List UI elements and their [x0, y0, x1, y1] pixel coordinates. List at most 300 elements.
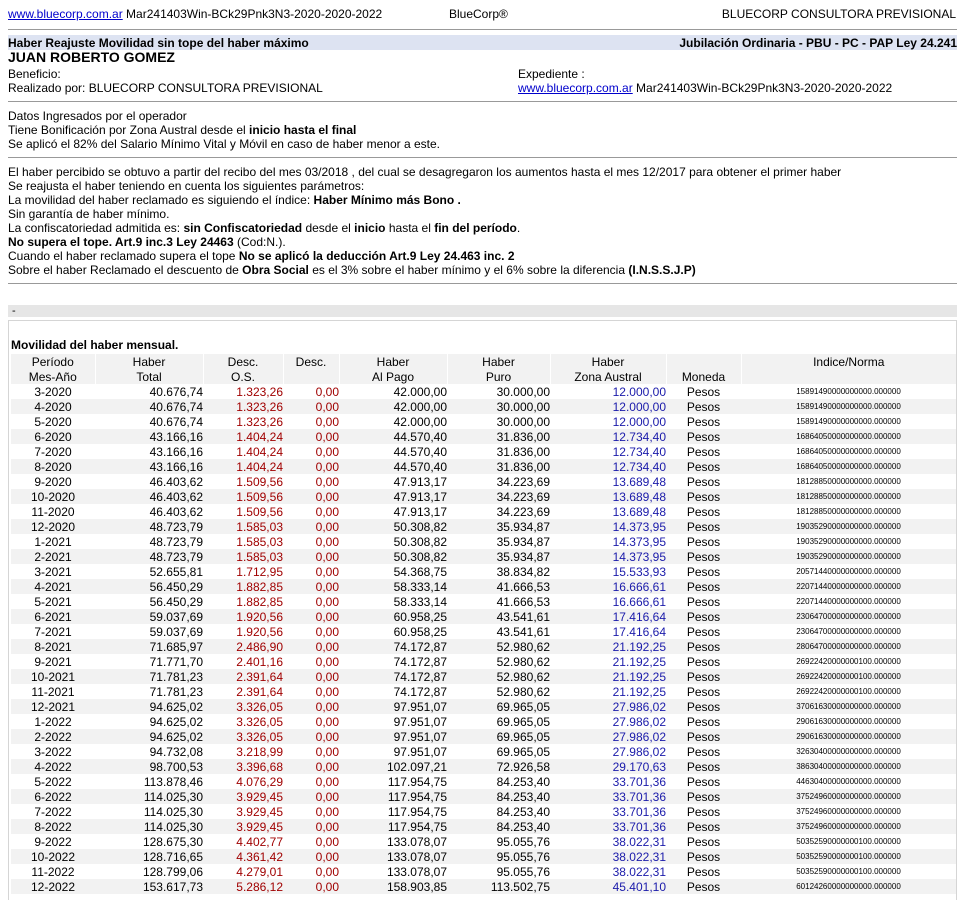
col-haber-total-cell: 46.403,62	[95, 489, 203, 504]
col-moneda-cell: Pesos	[666, 789, 741, 804]
col-desc-cell: 0,00	[315, 804, 339, 819]
col-haber-pago-cell: 133.078,07	[386, 834, 447, 849]
col-periodo-cell: 9-2021	[34, 654, 72, 669]
col-haber-puro-cell: 113.502,75	[447, 879, 550, 894]
col-desc-os-cell: 4.402,77	[236, 834, 283, 849]
params-line: Cuando el haber reclamado supera el tope No se aplicó la deducción Art.9 Ley 24.463 inc. 2	[8, 249, 515, 263]
col-indice-cell: 26922420000000100.000000	[741, 669, 956, 684]
col-zona-austral-cell: 33.701,36	[612, 774, 666, 789]
col-periodo-cell: 5-2020	[34, 414, 72, 429]
col-desc-cell: 0,00	[283, 489, 339, 504]
col-haber-total-cell: 40.676,74	[149, 384, 203, 399]
col-haber-total-cell: 43.166,16	[95, 459, 203, 474]
col-haber-pago-cell: 74.172,87	[339, 639, 447, 654]
table-row	[11, 654, 956, 669]
col-desc-cell: 0,00	[283, 819, 339, 834]
col-desc-os-cell: 1.712,95	[236, 564, 283, 579]
col-periodo-cell: 4-2021	[11, 579, 95, 594]
col-desc-os-cell: 2.391,64	[203, 669, 283, 684]
col-desc-cell: 0,00	[315, 744, 339, 759]
col-moneda-cell: Pesos	[686, 744, 721, 759]
params-line: Sobre el haber Reclamado el descuento de Obra Social es el 3% sobre el haber mínimo y el 6% sobre la diferencia (I.N.S.S.J.P)	[8, 263, 696, 277]
table-row	[11, 684, 956, 699]
col-desc-cell: 0,00	[315, 684, 339, 699]
col-haber-puro-cell: 31.836,00	[447, 429, 550, 444]
col-haber-pago-cell: 97.951,07	[393, 744, 447, 759]
col-indice-cell: 28064700000000000.000000	[741, 639, 956, 654]
col-periodo-cell: 10-2021	[11, 669, 95, 684]
col-haber-puro-cell: 43.541,61	[496, 624, 550, 639]
col-desc-os-cell: 3.218,99	[236, 744, 283, 759]
col-zona-austral-cell: 12.000,00	[612, 384, 666, 399]
col-periodo-cell: 9-2020	[34, 474, 72, 489]
col-periodo-header: Período	[11, 354, 95, 369]
table-row	[11, 459, 956, 474]
col-haber-puro-cell: 41.666,53	[496, 594, 550, 609]
col-periodo-cell: 3-2021	[34, 564, 72, 579]
company-name: BLUECORP CONSULTORA PREVISIONAL	[721, 7, 956, 21]
col-indice-cell: 16864050000000000.000000	[796, 446, 901, 456]
table-row	[11, 849, 956, 864]
col-zona-austral-header: Haber	[550, 354, 666, 369]
col-desc-header	[283, 369, 339, 384]
col-haber-pago-cell: 42.000,00	[393, 384, 447, 399]
section-title: Movilidad del haber mensual.	[11, 338, 179, 352]
col-indice-cell: 15891490000000000.000000	[796, 416, 901, 426]
col-moneda-cell: Pesos	[666, 639, 741, 654]
expediente-link[interactable]: www.bluecorp.com.ar	[518, 81, 633, 95]
col-haber-total-cell: 48.723,79	[95, 549, 203, 564]
col-haber-puro-cell: 95.055,76	[496, 834, 550, 849]
col-moneda-cell: Pesos	[686, 684, 721, 699]
col-haber-puro-cell: 31.836,00	[496, 444, 550, 459]
col-haber-puro-cell: 69.965,05	[496, 744, 550, 759]
col-desc-cell: 0,00	[315, 654, 339, 669]
col-periodo-cell: 11-2020	[31, 504, 75, 519]
col-moneda-cell: Pesos	[686, 474, 721, 489]
col-haber-pago-cell: 133.078,07	[386, 864, 447, 879]
col-periodo-cell: 8-2021	[11, 639, 95, 654]
col-indice-cell: 23064700000000000.000000	[741, 609, 956, 624]
col-moneda-cell: Pesos	[666, 429, 741, 444]
col-haber-puro-cell: 38.834,82	[496, 564, 550, 579]
col-moneda-cell: Pesos	[666, 459, 741, 474]
col-periodo-cell: 11-2022	[31, 864, 75, 879]
table-header-row	[11, 354, 956, 369]
col-moneda-cell: Pesos	[666, 399, 741, 414]
col-desc-os-cell: 4.361,42	[203, 849, 283, 864]
datos-line: Datos Ingresados por el operador	[8, 109, 187, 123]
col-desc-cell: 0,00	[283, 759, 339, 774]
col-haber-total-cell: 43.166,16	[149, 444, 203, 459]
col-haber-pago-header: Al Pago	[339, 369, 447, 384]
col-periodo-cell: 4-2022	[11, 759, 95, 774]
col-indice-cell: 37524960000000000.000000	[741, 819, 956, 834]
table-row	[11, 819, 956, 834]
col-zona-austral-cell: 12.734,40	[612, 444, 666, 459]
col-haber-puro-cell: 52.980,62	[447, 639, 550, 654]
col-periodo-cell: 12-2020	[11, 519, 95, 534]
col-desc-cell: 0,00	[283, 579, 339, 594]
table-row	[11, 489, 956, 504]
col-moneda-cell: Pesos	[686, 774, 721, 789]
col-haber-total-cell: 98.700,53	[95, 759, 203, 774]
col-haber-total-cell: 128.799,06	[142, 864, 203, 879]
col-zona-austral-cell: 33.701,36	[612, 804, 666, 819]
col-zona-austral-cell: 27.986,02	[612, 714, 666, 729]
col-zona-austral-cell: 27.986,02	[612, 744, 666, 759]
col-zona-austral-cell: 13.689,48	[612, 474, 666, 489]
col-haber-puro-header: Haber	[447, 354, 550, 369]
col-haber-pago-cell: 50.308,82	[339, 519, 447, 534]
col-desc-cell: 0,00	[283, 399, 339, 414]
divider	[8, 29, 957, 30]
col-haber-total-cell: 71.771,70	[149, 654, 203, 669]
col-periodo-cell: 10-2022	[11, 849, 95, 864]
col-indice-cell: 20571440000000000.000000	[796, 566, 901, 576]
col-desc-os-cell: 1.882,85	[236, 594, 283, 609]
table-row	[11, 759, 956, 774]
col-desc-cell: 0,00	[315, 474, 339, 489]
col-haber-total-cell: 56.450,29	[95, 579, 203, 594]
divider	[8, 101, 957, 102]
col-moneda-cell: Pesos	[666, 669, 741, 684]
col-haber-pago-cell: 44.570,40	[339, 429, 447, 444]
col-haber-puro-cell: 30.000,00	[496, 414, 550, 429]
col-haber-total-cell: 71.685,97	[95, 639, 203, 654]
col-desc-os-cell: 4.076,29	[236, 774, 283, 789]
col-desc-os-cell: 1.509,56	[236, 504, 283, 519]
col-haber-total-cell: 43.166,16	[95, 429, 203, 444]
params-line: Sin garantía de haber mínimo.	[8, 207, 170, 221]
col-moneda-cell: Pesos	[686, 564, 721, 579]
col-haber-puro-cell: 69.965,05	[447, 699, 550, 714]
col-desc-cell: 0,00	[283, 519, 339, 534]
col-haber-puro-cell: 34.223,69	[496, 504, 550, 519]
col-desc-os-cell: 1.585,03	[236, 534, 283, 549]
table-row	[11, 579, 956, 594]
col-desc-cell: 0,00	[315, 444, 339, 459]
table-row	[11, 384, 956, 399]
col-indice-cell: 18128850000000000.000000	[796, 476, 901, 486]
col-indice-cell: 19035290000000000.000000	[741, 549, 956, 564]
col-desc-cell: 0,00	[283, 639, 339, 654]
table-row	[11, 564, 956, 579]
col-desc-os-cell: 3.326,05	[203, 699, 283, 714]
table-row	[11, 879, 956, 894]
table-row	[11, 609, 956, 624]
col-periodo-cell: 3-2020	[34, 384, 72, 399]
col-haber-total-cell: 94.625,02	[95, 699, 203, 714]
col-haber-pago-cell: 44.570,40	[393, 444, 447, 459]
table-row	[11, 804, 956, 819]
col-haber-puro-cell: 52.980,62	[496, 684, 550, 699]
col-periodo-cell: 3-2022	[34, 744, 72, 759]
table-row	[11, 744, 956, 759]
col-periodo-cell: 5-2021	[34, 594, 72, 609]
col-zona-austral-cell: 17.416,64	[550, 609, 666, 624]
col-haber-puro-cell: 52.980,62	[496, 654, 550, 669]
col-zona-austral-header: Zona Austral	[550, 369, 666, 384]
col-haber-pago-cell: 58.333,14	[393, 594, 447, 609]
col-haber-pago-cell: 97.951,07	[393, 714, 447, 729]
col-haber-total-cell: 71.781,23	[149, 684, 203, 699]
col-moneda-cell: Pesos	[666, 759, 741, 774]
datos-line: Se aplicó el 82% del Salario Mínimo Vital y Móvil en caso de haber menor a este.	[8, 137, 441, 151]
col-moneda-cell: Pesos	[686, 504, 721, 519]
col-periodo-cell: 8-2022	[11, 819, 95, 834]
divider	[8, 157, 957, 158]
col-haber-puro-cell: 34.223,69	[447, 489, 550, 504]
col-desc-os-cell: 1.920,56	[236, 624, 283, 639]
col-haber-total-cell: 46.403,62	[149, 504, 203, 519]
col-indice-cell: 18128850000000000.000000	[796, 506, 901, 516]
col-periodo-cell: 5-2022	[34, 774, 72, 789]
col-periodo-cell: 6-2021	[11, 609, 95, 624]
col-haber-total-cell: 46.403,62	[149, 474, 203, 489]
col-desc-os-cell: 3.396,68	[203, 759, 283, 774]
col-zona-austral-cell: 13.689,48	[612, 504, 666, 519]
col-periodo-cell: 4-2020	[11, 399, 95, 414]
col-desc-cell: 0,00	[283, 459, 339, 474]
col-haber-pago-cell: 117.954,75	[387, 774, 447, 789]
col-haber-puro-cell: 41.666,53	[447, 579, 550, 594]
col-moneda-cell: Pesos	[686, 834, 721, 849]
col-indice-cell: 44630400000000000.000000	[796, 776, 901, 786]
col-periodo-cell: 9-2022	[34, 834, 72, 849]
table-row	[11, 534, 956, 549]
col-haber-total-cell: 153.617,73	[95, 879, 203, 894]
table-row	[11, 474, 956, 489]
col-zona-austral-cell: 38.022,31	[550, 849, 666, 864]
col-haber-pago-header: Haber	[339, 354, 447, 369]
col-indice-cell: 60124260000000000.000000	[741, 879, 956, 894]
col-desc-os-cell: 3.929,45	[236, 804, 283, 819]
col-desc-os-cell: 1.509,56	[203, 489, 283, 504]
col-moneda-cell: Pesos	[666, 819, 741, 834]
col-indice-cell: 32630400000000000.000000	[796, 746, 901, 756]
table-body	[11, 384, 956, 894]
col-desc-cell: 0,00	[283, 879, 339, 894]
col-zona-austral-cell: 12.734,40	[550, 429, 666, 444]
col-haber-total-cell: 114.025,30	[95, 819, 203, 834]
col-periodo-cell: 7-2021	[34, 624, 72, 639]
report-code: Mar241403Win-BCk29Pnk3N3-2020-2020-2022	[122, 7, 383, 21]
table-row	[11, 639, 956, 654]
movilidad-table	[11, 354, 956, 894]
col-indice-cell: 37524960000000000.000000	[741, 789, 956, 804]
col-indice-cell: 19035290000000000.000000	[741, 519, 956, 534]
table-row	[11, 699, 956, 714]
col-indice-header: Indice/Norma	[741, 354, 956, 369]
col-indice-cell: 38630400000000000.000000	[741, 759, 956, 774]
col-zona-austral-cell: 27.986,02	[550, 699, 666, 714]
table-row	[11, 519, 956, 534]
table-row	[11, 714, 956, 729]
col-desc-os-header: O.S.	[203, 369, 283, 384]
col-moneda-cell: Pesos	[686, 804, 721, 819]
col-haber-puro-cell: 43.541,61	[447, 609, 550, 624]
col-periodo-cell: 11-2021	[31, 684, 75, 699]
col-haber-puro-cell: 72.926,58	[447, 759, 550, 774]
col-desc-os-header: Desc.	[203, 354, 283, 369]
col-desc-cell: 0,00	[283, 789, 339, 804]
col-indice-cell: 50352590000000100.000000	[796, 836, 901, 846]
col-desc-os-cell: 3.929,45	[203, 789, 283, 804]
col-desc-os-cell: 3.326,05	[236, 714, 283, 729]
col-zona-austral-cell: 14.373,95	[550, 549, 666, 564]
col-haber-puro-cell: 95.055,76	[496, 864, 550, 879]
col-haber-puro-cell: 69.965,05	[496, 714, 550, 729]
col-desc-cell: 0,00	[315, 414, 339, 429]
col-zona-austral-cell: 33.701,36	[550, 789, 666, 804]
col-moneda-cell: Pesos	[686, 444, 721, 459]
col-indice-cell: 22071440000000000.000000	[741, 579, 956, 594]
col-zona-austral-cell: 21.192,25	[550, 669, 666, 684]
col-desc-os-cell: 4.279,01	[236, 864, 283, 879]
col-desc-os-cell: 2.486,90	[203, 639, 283, 654]
col-indice-cell: 15891490000000000.000000	[796, 386, 901, 396]
col-desc-cell: 0,00	[315, 774, 339, 789]
table-row	[11, 444, 956, 459]
col-haber-pago-cell: 102.097,21	[339, 759, 447, 774]
col-moneda-cell: Pesos	[666, 549, 741, 564]
report-title: Haber Reajuste Movilidad sin tope del haber máximo	[8, 36, 309, 50]
table-row	[11, 729, 956, 744]
col-zona-austral-cell: 38.022,31	[612, 864, 666, 879]
col-zona-austral-cell: 38.022,31	[612, 834, 666, 849]
col-zona-austral-cell: 16.666,61	[612, 594, 666, 609]
divider	[8, 283, 957, 284]
col-periodo-cell: 7-2020	[34, 444, 72, 459]
col-indice-cell: 29061630000000000.000000	[741, 729, 956, 744]
col-haber-puro-cell: 31.836,00	[447, 459, 550, 474]
col-haber-pago-cell: 60.958,25	[393, 624, 447, 639]
col-haber-total-cell: 94.625,02	[149, 714, 203, 729]
col-moneda-cell: Pesos	[686, 414, 721, 429]
col-haber-pago-cell: 117.954,75	[339, 819, 447, 834]
col-haber-puro-cell: 35.934,87	[447, 549, 550, 564]
col-moneda-cell: Pesos	[666, 879, 741, 894]
col-desc-os-cell: 1.404,24	[236, 444, 283, 459]
col-haber-pago-cell: 42.000,00	[339, 399, 447, 414]
col-periodo-cell: 7-2022	[34, 804, 72, 819]
col-desc-cell: 0,00	[315, 564, 339, 579]
col-moneda-cell: Pesos	[686, 654, 721, 669]
col-haber-total-header: Haber	[95, 354, 203, 369]
col-desc-cell: 0,00	[315, 714, 339, 729]
col-desc-os-cell: 1.920,56	[203, 609, 283, 624]
col-desc-os-cell: 2.401,16	[236, 654, 283, 669]
datos-line: Tiene Bonificación por Zona Austral desde el inicio hasta el final	[8, 123, 357, 137]
table-row	[11, 864, 956, 879]
col-desc-os-cell: 3.929,45	[203, 819, 283, 834]
col-zona-austral-cell: 13.689,48	[550, 489, 666, 504]
col-indice-cell: 37061630000000000.000000	[741, 699, 956, 714]
col-indice-cell: 22071440000000000.000000	[796, 596, 901, 606]
col-periodo-cell: 12-2021	[11, 699, 95, 714]
col-desc-cell: 0,00	[283, 609, 339, 624]
col-moneda-cell: Pesos	[666, 699, 741, 714]
col-zona-austral-cell: 27.986,02	[550, 729, 666, 744]
col-periodo-header: Mes-Año	[11, 369, 95, 384]
table-row	[11, 834, 956, 849]
col-desc-cell: 0,00	[315, 834, 339, 849]
table-row	[11, 669, 956, 684]
col-desc-os-cell: 1.882,85	[203, 579, 283, 594]
col-zona-austral-cell: 21.192,25	[612, 654, 666, 669]
col-haber-total-cell: 59.037,69	[149, 624, 203, 639]
table-row	[11, 624, 956, 639]
top-header	[8, 7, 956, 23]
col-desc-cell: 0,00	[315, 504, 339, 519]
col-haber-puro-cell: 30.000,00	[496, 384, 550, 399]
col-haber-pago-cell: 97.951,07	[339, 699, 447, 714]
col-moneda-cell: Pesos	[666, 849, 741, 864]
col-indice-cell: 26922420000000100.000000	[796, 686, 901, 696]
col-desc-os-cell: 1.585,03	[203, 519, 283, 534]
col-moneda-cell: Pesos	[686, 864, 721, 879]
expediente-code: Mar241403Win-BCk29Pnk3N3-2020-2020-2022	[632, 81, 893, 95]
col-indice-cell: 16864050000000000.000000	[741, 429, 956, 444]
col-zona-austral-cell: 33.701,36	[550, 819, 666, 834]
col-indice-cell: 18128850000000000.000000	[741, 489, 956, 504]
col-moneda-cell: Pesos	[686, 534, 721, 549]
col-desc-os-cell: 5.286,12	[203, 879, 283, 894]
expediente-label: Expediente :	[518, 67, 585, 81]
col-haber-puro-cell: 84.253,40	[496, 774, 550, 789]
col-moneda-header	[666, 354, 741, 369]
benefit-type: Jubilación Ordinaria - PBU - PC - PAP Ley 24.241	[679, 36, 957, 50]
col-zona-austral-cell: 15.533,93	[612, 564, 666, 579]
col-haber-pago-cell: 47.913,17	[339, 489, 447, 504]
col-desc-cell: 0,00	[283, 849, 339, 864]
col-zona-austral-cell: 14.373,95	[550, 519, 666, 534]
col-zona-austral-cell: 12.734,40	[550, 459, 666, 474]
col-desc-header: Desc.	[283, 354, 339, 369]
params-line: El haber percibido se obtuvo a partir del recibo del mes 03/2018 , del cual se desagregaron los aumentos hasta el mes 12/2017 para obtener el primer haber	[8, 165, 842, 179]
section-dash-band: -	[8, 305, 957, 317]
col-haber-total-cell: 94.625,02	[95, 729, 203, 744]
col-haber-puro-cell: 34.223,69	[496, 474, 550, 489]
datos-block	[8, 109, 440, 151]
table-row	[11, 594, 956, 609]
col-zona-austral-cell: 12.000,00	[550, 399, 666, 414]
col-haber-puro-cell: 84.253,40	[496, 804, 550, 819]
col-haber-total-cell: 48.723,79	[149, 534, 203, 549]
col-haber-pago-cell: 47.913,17	[393, 474, 447, 489]
col-desc-cell: 0,00	[283, 699, 339, 714]
col-haber-pago-cell: 58.333,14	[339, 579, 447, 594]
col-haber-total-cell: 59.037,69	[95, 609, 203, 624]
col-desc-os-cell: 1.323,26	[236, 414, 283, 429]
col-zona-austral-cell: 21.192,25	[612, 684, 666, 699]
col-desc-os-cell: 3.326,05	[203, 729, 283, 744]
col-haber-puro-header: Puro	[447, 369, 550, 384]
col-desc-os-cell: 1.404,24	[203, 429, 283, 444]
bluecorp-link[interactable]: www.bluecorp.com.ar	[8, 7, 123, 21]
col-desc-os-cell: 1.323,26	[203, 399, 283, 414]
brand-name: BlueCorp®	[449, 7, 508, 21]
col-moneda-header: Moneda	[666, 369, 741, 384]
col-desc-cell: 0,00	[315, 594, 339, 609]
col-moneda-cell: Pesos	[686, 594, 721, 609]
col-indice-header	[741, 369, 956, 384]
col-haber-puro-cell: 52.980,62	[447, 669, 550, 684]
col-indice-cell: 16864050000000000.000000	[741, 459, 956, 474]
col-desc-cell: 0,00	[315, 384, 339, 399]
col-haber-total-cell: 56.450,29	[149, 594, 203, 609]
